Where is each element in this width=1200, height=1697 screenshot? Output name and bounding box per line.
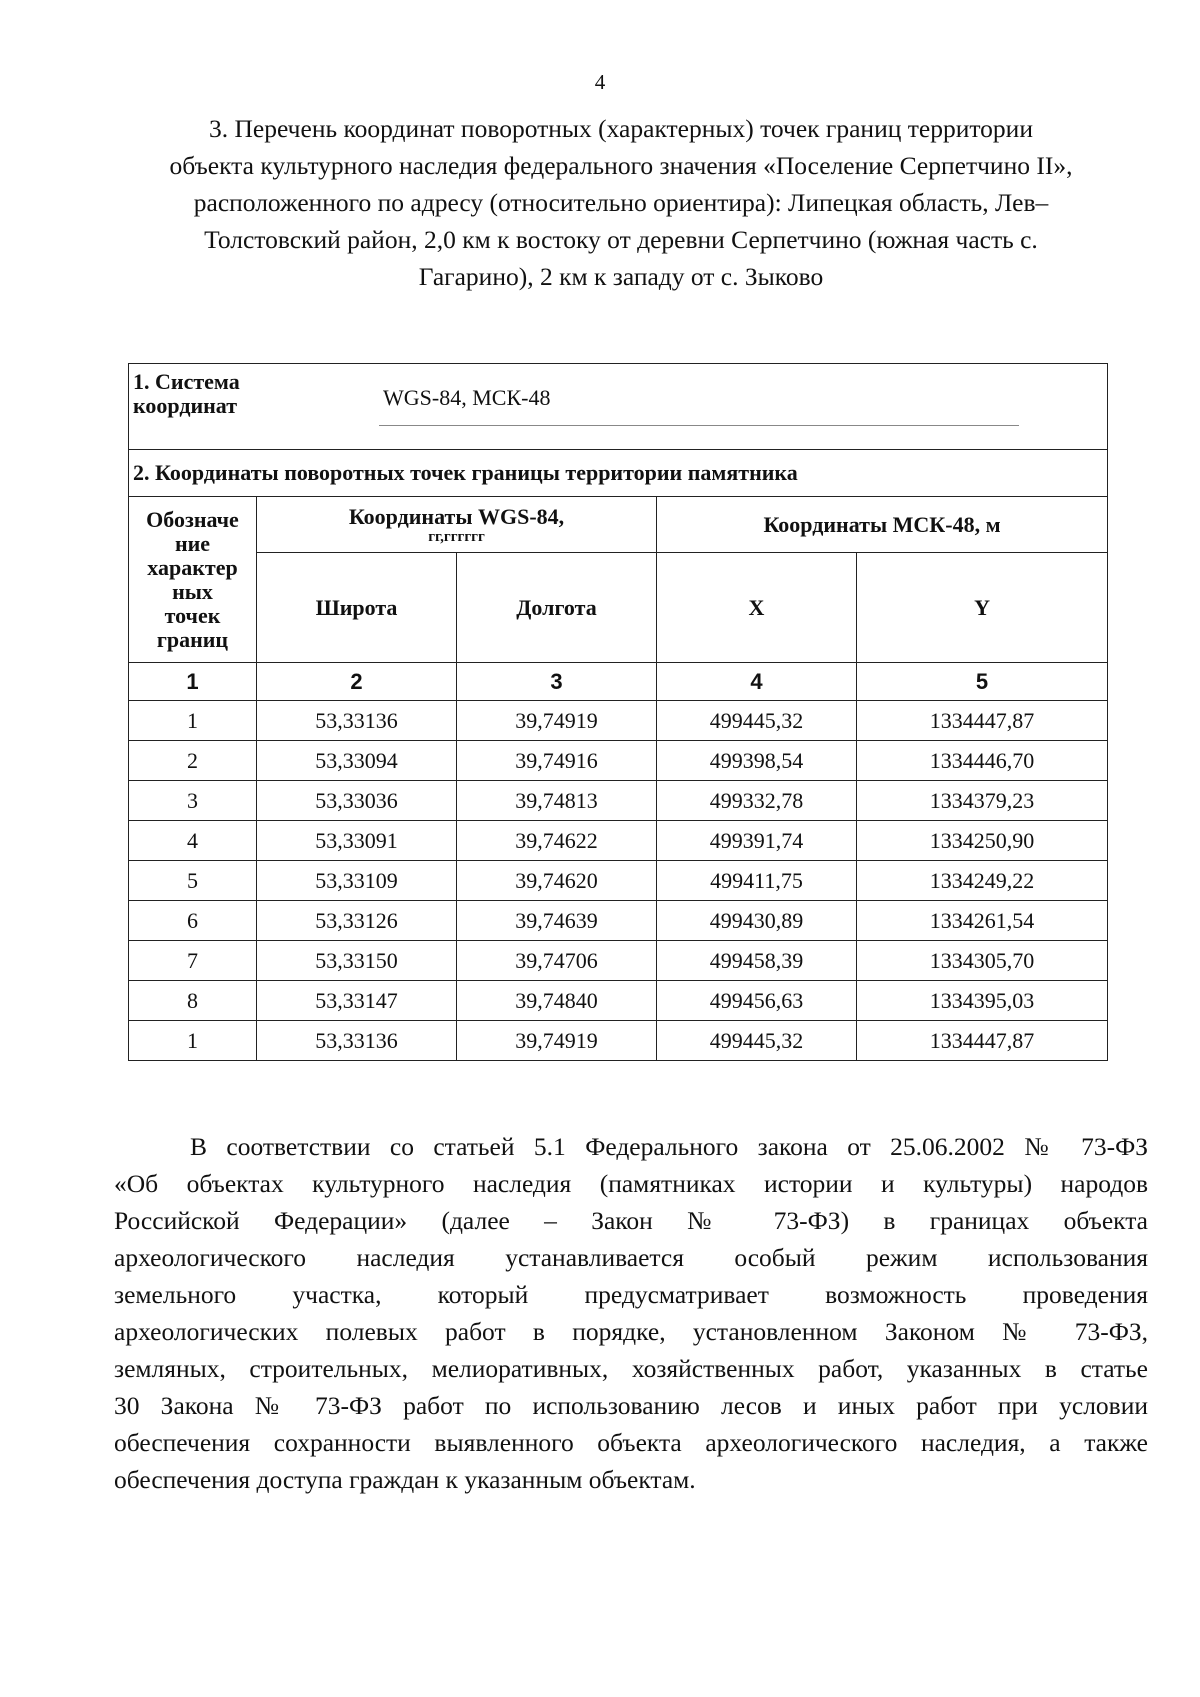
header-point-designation: Обозначе ние характер ных точек границ — [129, 497, 257, 663]
cell-x: 499445,32 — [657, 1021, 857, 1061]
cell-y: 1334305,70 — [857, 941, 1108, 981]
col-number: 4 — [657, 663, 857, 701]
col-number: 1 — [129, 663, 257, 701]
cell-lon: 39,74919 — [457, 1021, 657, 1061]
cell-y: 1334379,23 — [857, 781, 1108, 821]
underline-divider — [379, 425, 1019, 426]
cell-lon: 39,74919 — [457, 701, 657, 741]
header-row-2 — [129, 553, 1108, 663]
cell-lon: 39,74620 — [457, 861, 657, 901]
cell-lat: 53,33150 — [257, 941, 457, 981]
paragraph-line: земляных, строительных, мелиоративных, хозяйственных работ, указанных в статье — [114, 1354, 1148, 1383]
table-row — [129, 861, 1108, 901]
section-title — [112, 110, 1130, 295]
section2-row — [129, 450, 1108, 497]
table-row — [129, 901, 1108, 941]
cell-x: 499458,39 — [657, 941, 857, 981]
header-wgs: Координаты WGS-84, гг,гггггг — [257, 497, 657, 553]
title-line: объекта культурного наследия федерального значения «Поселение Серпетчино II», — [169, 151, 1073, 180]
cell-lat: 53,33126 — [257, 901, 457, 941]
col-number: 5 — [857, 663, 1108, 701]
cell-x: 499411,75 — [657, 861, 857, 901]
cell-y: 1334249,22 — [857, 861, 1108, 901]
cell-lat: 53,33094 — [257, 741, 457, 781]
header-row-1 — [129, 497, 1108, 553]
cell-point: 4 — [129, 821, 257, 861]
cell-x: 499332,78 — [657, 781, 857, 821]
system-label: 1. Система координат — [133, 369, 240, 418]
title-line: Толстовский район, 2,0 км к востоку от деревни Серпетчино (южная часть с. — [204, 225, 1038, 254]
cell-y: 1334261,54 — [857, 901, 1108, 941]
cell-point: 7 — [129, 941, 257, 981]
cell-lon: 39,74639 — [457, 901, 657, 941]
cell-y: 1334446,70 — [857, 741, 1108, 781]
cell-x: 499445,32 — [657, 701, 857, 741]
col-number: 3 — [457, 663, 657, 701]
title-line: расположенного по адресу (относительно ориентира): Липецкая область, Лев– — [193, 188, 1049, 217]
cell-x: 499456,63 — [657, 981, 857, 1021]
paragraph-line: Российской Федерации» (далее – Закон № 73-ФЗ) в границах объекта — [114, 1206, 1148, 1235]
table-row — [129, 981, 1108, 1021]
cell-lat: 53,33036 — [257, 781, 457, 821]
header-latitude: Широта — [257, 553, 457, 663]
cell-point: 6 — [129, 901, 257, 941]
paragraph-line: 30 Закона № 73-ФЗ работ по использованию лесов и иных работ при условии — [114, 1391, 1148, 1420]
cell-point: 1 — [129, 1021, 257, 1061]
cell-point: 8 — [129, 981, 257, 1021]
table-row — [129, 941, 1108, 981]
cell-lon: 39,74622 — [457, 821, 657, 861]
table-row — [129, 821, 1108, 861]
paragraph-line: «Об объектах культурного наследия (памятниках истории и культуры) народов — [114, 1169, 1148, 1198]
cell-x: 499391,74 — [657, 821, 857, 861]
cell-lon: 39,74706 — [457, 941, 657, 981]
cell-y: 1334395,03 — [857, 981, 1108, 1021]
title-line: Гагарино), 2 км к западу от с. Зыково — [418, 262, 824, 291]
table-row — [129, 741, 1108, 781]
cell-x: 499430,89 — [657, 901, 857, 941]
col-number: 2 — [257, 663, 457, 701]
cell-lat: 53,33136 — [257, 1021, 457, 1061]
header-y: Y — [857, 553, 1108, 663]
cell-lon: 39,74916 — [457, 741, 657, 781]
paragraph-line: земельного участка, который предусматривает возможность проведения — [114, 1280, 1148, 1309]
system-row — [129, 364, 1108, 450]
header-x: X — [657, 553, 857, 663]
title-line: 3. Перечень координат поворотных (характерных) точек границ территории — [209, 114, 1033, 143]
cell-y: 1334447,87 — [857, 1021, 1108, 1061]
system-cell — [129, 364, 1108, 450]
paragraph-line: В соответствии со статьей 5.1 Федерального закона от 25.06.2002 № 73-ФЗ — [190, 1132, 1148, 1161]
cell-point: 2 — [129, 741, 257, 781]
cell-x: 499398,54 — [657, 741, 857, 781]
section2-title: 2. Координаты поворотных точек границы территории памятника — [129, 450, 1108, 497]
header-msk: Координаты МСК-48, м — [657, 497, 1108, 553]
cell-lat: 53,33109 — [257, 861, 457, 901]
cell-y: 1334250,90 — [857, 821, 1108, 861]
table-row — [129, 781, 1108, 821]
cell-y: 1334447,87 — [857, 701, 1108, 741]
cell-lat: 53,33136 — [257, 701, 457, 741]
paragraph-line: археологических полевых работ в порядке, установленном Законом № 73-ФЗ, — [114, 1317, 1148, 1346]
cell-lat: 53,33091 — [257, 821, 457, 861]
header-longitude: Долгота — [457, 553, 657, 663]
legal-paragraph — [114, 1128, 1148, 1498]
cell-point: 1 — [129, 701, 257, 741]
page-number: 4 — [594, 70, 606, 94]
coordinates-table — [128, 363, 1108, 1061]
cell-point: 3 — [129, 781, 257, 821]
table-row — [129, 701, 1108, 741]
cell-lon: 39,74840 — [457, 981, 657, 1021]
cell-point: 5 — [129, 861, 257, 901]
paragraph-line: обеспечения доступа граждан к указанным объектам. — [114, 1465, 696, 1494]
system-value: WGS-84, МСК-48 — [383, 385, 551, 410]
paragraph-line: обеспечения сохранности выявленного объекта археологического наследия, а также — [114, 1428, 1148, 1457]
paragraph-line: археологического наследия устанавливается особый режим использования — [114, 1243, 1148, 1272]
cell-lon: 39,74813 — [457, 781, 657, 821]
header-wgs-units: гг,гггггг — [428, 528, 485, 545]
column-numbers-row — [129, 663, 1108, 701]
table-row — [129, 1021, 1108, 1061]
cell-lat: 53,33147 — [257, 981, 457, 1021]
